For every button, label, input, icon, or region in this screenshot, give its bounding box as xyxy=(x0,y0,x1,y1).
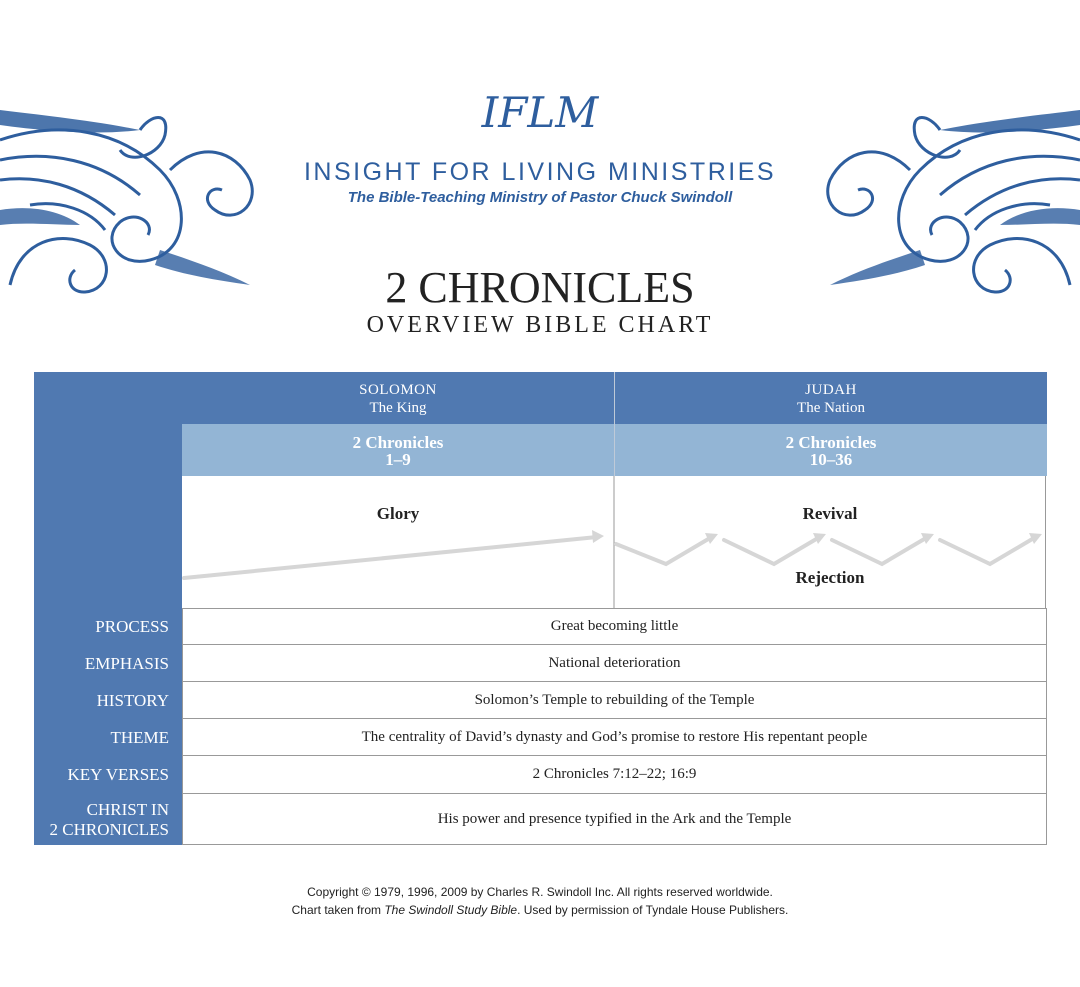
column-header-solomon xyxy=(182,372,614,424)
column-subheading: The Nation xyxy=(797,400,865,416)
row-history xyxy=(34,682,1047,719)
progression-arrows xyxy=(182,476,1046,608)
row-label: EMPHASIS xyxy=(34,645,182,682)
row-label xyxy=(34,794,182,845)
copyright-line: Copyright © 1979, 1996, 2009 by Charles R. Swindoll Inc. All rights reserved worldwide. xyxy=(307,885,773,899)
row-value: 2 Chronicles 7:12–22; 16:9 xyxy=(182,756,1047,794)
label-rejection: Rejection xyxy=(795,568,865,587)
row-value: Great becoming little xyxy=(182,608,1047,645)
row-label: HISTORY xyxy=(34,682,182,719)
row-label: PROCESS xyxy=(34,608,182,645)
source-suffix: . Used by permission of Tyndale House Publishers. xyxy=(517,903,789,917)
label-glory: Glory xyxy=(376,504,420,523)
row-emphasis xyxy=(34,645,1047,682)
reference-book: 2 Chronicles xyxy=(352,433,444,452)
row-label: THEME xyxy=(34,719,182,756)
column-reference-solomon xyxy=(182,424,614,476)
row-value: National deterioration xyxy=(182,645,1047,682)
reference-book: 2 Chronicles xyxy=(785,433,877,452)
reference-chapters: 1–9 xyxy=(385,450,411,469)
column-subheading: The King xyxy=(369,400,427,416)
page-title: 2 CHRONICLES xyxy=(385,263,695,312)
chart-corner-block xyxy=(34,372,182,608)
column-divider xyxy=(614,372,615,476)
row-christ-in xyxy=(34,794,1047,845)
column-heading: SOLOMON xyxy=(359,382,437,398)
source-prefix: Chart taken from xyxy=(291,903,385,917)
row-label-line: CHRIST IN xyxy=(86,799,169,819)
row-theme xyxy=(34,719,1047,756)
column-heading: JUDAH xyxy=(805,382,857,398)
row-value: His power and presence typified in the Ark and the Temple xyxy=(182,794,1047,845)
ministry-logo: IFLM xyxy=(481,88,599,137)
row-value: Solomon’s Temple to rebuilding of the Temple xyxy=(182,682,1047,719)
organization-name: INSIGHT FOR LIVING MINISTRIES xyxy=(303,158,777,186)
progression-diagram xyxy=(182,476,1046,608)
organization-tagline: The Bible-Teaching Ministry of Pastor Chuck Swindoll xyxy=(347,189,733,206)
row-key-verses xyxy=(34,756,1047,794)
column-header-judah xyxy=(615,372,1047,424)
row-value: The centrality of David’s dynasty and God’s promise to restore His repentant people xyxy=(182,719,1047,756)
source-line xyxy=(0,903,1080,917)
source-book-title: The Swindoll Study Bible xyxy=(384,903,518,917)
revival-rejection-zigzag xyxy=(616,538,1034,564)
page-subtitle: OVERVIEW BIBLE CHART xyxy=(366,312,714,338)
glory-arrow xyxy=(184,537,597,578)
column-reference-judah xyxy=(615,424,1047,476)
row-label: KEY VERSES xyxy=(34,756,182,794)
reference-chapters: 10–36 xyxy=(809,450,853,469)
label-revival: Revival xyxy=(802,504,858,523)
row-process xyxy=(34,608,1047,645)
row-label-line: 2 CHRONICLES xyxy=(49,819,169,839)
overview-chart xyxy=(34,372,1047,845)
arrowhead xyxy=(592,530,604,543)
